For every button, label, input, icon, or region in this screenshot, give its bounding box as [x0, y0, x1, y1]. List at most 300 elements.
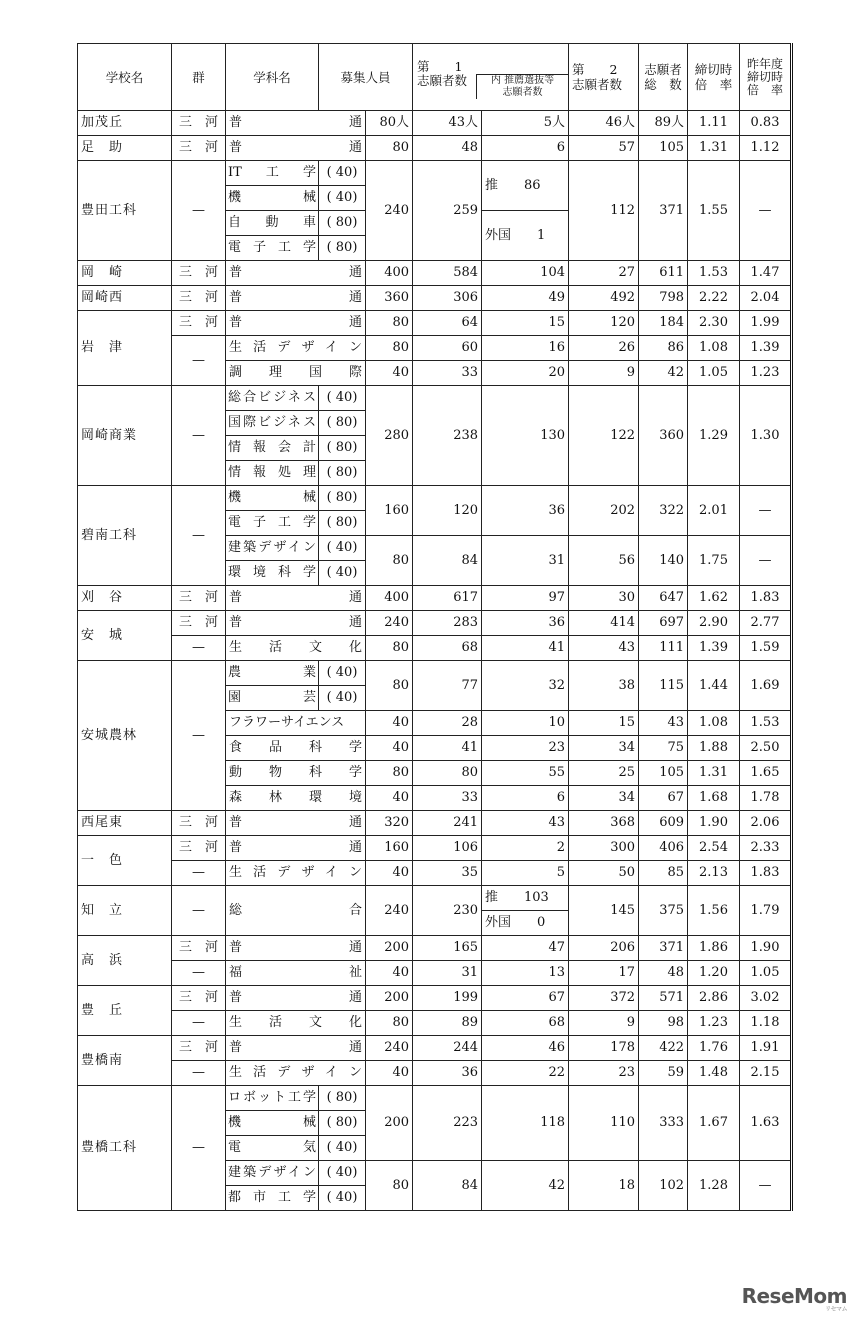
total-count: 85: [639, 861, 688, 886]
school-name: 豊橋工科: [78, 1086, 172, 1211]
first-count: 84: [413, 536, 482, 586]
second-count: 9: [569, 361, 639, 386]
recommended-count: 16: [482, 336, 569, 361]
total-count: 115: [639, 661, 688, 711]
header-ratio-line2: 倍 率: [694, 77, 733, 92]
total-count: 798: [639, 286, 688, 311]
dept-with-sub: [226, 1186, 319, 1211]
quota-value: 80: [366, 761, 413, 786]
table-row: [78, 161, 792, 186]
quota-value: 80: [366, 661, 413, 711]
recommended-count: 104: [482, 261, 569, 286]
last-year-ratio: 2.77: [740, 611, 792, 636]
last-year-ratio: 1.69: [740, 661, 792, 711]
quota-value: 80: [366, 1011, 413, 1036]
dept-name: フラワーサイエンス: [226, 711, 366, 736]
group: —: [172, 1011, 226, 1036]
recommended-count: 10: [482, 711, 569, 736]
ratio-value: 1.39: [688, 636, 740, 661]
header-group: 群: [172, 44, 226, 111]
first-count: 241: [413, 811, 482, 836]
dept-with-sub: [226, 1111, 319, 1136]
group: —: [172, 886, 226, 936]
dept-with-sub: [226, 186, 319, 211]
ratio-value: 1.68: [688, 786, 740, 811]
dept-name: 建築デザイン: [228, 1165, 316, 1180]
last-year-ratio: 1.23: [740, 361, 792, 386]
first-count: 244: [413, 1036, 482, 1061]
dept-with-sub: [226, 1086, 319, 1111]
second-count: 492: [569, 286, 639, 311]
last-year-ratio: 2.15: [740, 1061, 792, 1086]
ratio-value: 1.76: [688, 1036, 740, 1061]
ratio-value: 2.01: [688, 486, 740, 536]
dept-name: 自 動 車: [228, 215, 316, 230]
second-count: 23: [569, 1061, 639, 1086]
dept-name: 普 通: [226, 311, 366, 336]
dept-with-sub: [226, 486, 319, 511]
first-count: 28: [413, 711, 482, 736]
first-count: 43人: [413, 111, 482, 136]
school-name: 安城農林: [78, 661, 172, 811]
recommended-count: 46: [482, 1036, 569, 1061]
table-row: [78, 286, 792, 311]
group: —: [172, 636, 226, 661]
ratio-value: 2.54: [688, 836, 740, 861]
dept-name: 農 業: [228, 665, 316, 680]
foreign-count: 外国 0: [482, 911, 569, 936]
quota-value: 400: [366, 586, 413, 611]
group: 三 河: [172, 986, 226, 1011]
header-first: [413, 44, 569, 111]
second-count: 368: [569, 811, 639, 836]
first-count: 77: [413, 661, 482, 711]
last-year-ratio: 1.90: [740, 936, 792, 961]
first-count: 31: [413, 961, 482, 986]
header-school: 学校名: [78, 44, 172, 111]
quota-value: 80人: [366, 111, 413, 136]
recommended-count: 68: [482, 1011, 569, 1036]
total-count: 360: [639, 386, 688, 486]
second-count: 34: [569, 736, 639, 761]
last-year-ratio: —: [740, 1161, 792, 1211]
table-row: [78, 136, 792, 161]
dept-name: 機 械: [228, 190, 316, 205]
table-row: [78, 386, 792, 411]
group: 三 河: [172, 811, 226, 836]
group: —: [172, 386, 226, 486]
recommended-count: 41: [482, 636, 569, 661]
header-dept: 学科名: [226, 44, 319, 111]
last-year-ratio: 1.83: [740, 861, 792, 886]
ratio-value: 2.86: [688, 986, 740, 1011]
dept-quota: ( 40): [319, 561, 366, 586]
table-row: [78, 986, 792, 1011]
dept-quota: ( 80): [319, 236, 366, 261]
dept-quota: ( 80): [319, 411, 366, 436]
quota-value: 40: [366, 861, 413, 886]
last-year-ratio: 1.79: [740, 886, 792, 936]
total-count: 697: [639, 611, 688, 636]
group: 三 河: [172, 111, 226, 136]
recommended-count: 42: [482, 1161, 569, 1211]
table-row: [78, 811, 792, 836]
quota-value: 240: [366, 1036, 413, 1061]
total-count: 375: [639, 886, 688, 936]
dept-name: 調 理 国 際: [226, 361, 366, 386]
recommended-count: 36: [482, 611, 569, 636]
table-row: [78, 311, 792, 336]
dept-quota: ( 40): [319, 536, 366, 561]
dept-quota: ( 40): [319, 386, 366, 411]
dept-with-sub: [226, 211, 319, 236]
recommended-count: 47: [482, 936, 569, 961]
group: 三 河: [172, 936, 226, 961]
dept-name: 食 品 科 学: [226, 736, 366, 761]
school-name: 岩 津: [78, 311, 172, 386]
header-quota: 募集人員: [319, 44, 413, 111]
dept-name: ロボット工学: [228, 1090, 316, 1105]
school-name: 豊 丘: [78, 986, 172, 1036]
last-year-ratio: 2.06: [740, 811, 792, 836]
last-year-ratio: —: [740, 486, 792, 536]
first-count: 238: [413, 386, 482, 486]
second-count: 34: [569, 786, 639, 811]
second-count: 26: [569, 336, 639, 361]
first-count: 584: [413, 261, 482, 286]
foreign-count: 外国 1: [482, 211, 569, 261]
last-year-ratio: 2.33: [740, 836, 792, 861]
second-count: 122: [569, 386, 639, 486]
recommended-count: 15: [482, 311, 569, 336]
total-count: 86: [639, 336, 688, 361]
total-count: 111: [639, 636, 688, 661]
dept-quota: ( 80): [319, 436, 366, 461]
group: —: [172, 161, 226, 261]
group: 三 河: [172, 611, 226, 636]
first-count: 48: [413, 136, 482, 161]
dept-with-sub: [226, 436, 319, 461]
dept-quota: ( 40): [319, 1161, 366, 1186]
second-count: 300: [569, 836, 639, 861]
first-count: 68: [413, 636, 482, 661]
recommended-count: 6: [482, 786, 569, 811]
dept-name: 電 子 工 学: [228, 240, 316, 255]
total-count: 48: [639, 961, 688, 986]
ratio-value: 1.86: [688, 936, 740, 961]
last-year-ratio: 1.12: [740, 136, 792, 161]
dept-name: 機 械: [228, 1115, 316, 1130]
last-year-ratio: 0.83: [740, 111, 792, 136]
quota-value: 40: [366, 736, 413, 761]
dept-name: 電 子 工 学: [228, 515, 316, 530]
last-year-ratio: —: [740, 536, 792, 586]
quota-value: 40: [366, 361, 413, 386]
dept-quota: ( 40): [319, 661, 366, 686]
last-year-ratio: 1.91: [740, 1036, 792, 1061]
total-count: 98: [639, 1011, 688, 1036]
total-count: 105: [639, 136, 688, 161]
last-year-ratio: 1.59: [740, 636, 792, 661]
ratio-value: 2.22: [688, 286, 740, 311]
school-name: 一 色: [78, 836, 172, 886]
first-count: 283: [413, 611, 482, 636]
ratio-value: 1.31: [688, 136, 740, 161]
group: —: [172, 861, 226, 886]
dept-with-sub: [226, 536, 319, 561]
dept-name: 普 通: [226, 286, 366, 311]
table-row: [78, 1036, 792, 1061]
dept-name: 普 通: [226, 586, 366, 611]
dept-name: 電 気: [228, 1140, 316, 1155]
total-count: 184: [639, 311, 688, 336]
recommended-count: 22: [482, 1061, 569, 1086]
recommended-count: 2: [482, 836, 569, 861]
quota-value: 240: [366, 161, 413, 261]
header-last: [740, 44, 792, 111]
school-name: 西尾東: [78, 811, 172, 836]
last-year-ratio: 1.99: [740, 311, 792, 336]
dept-name: 生活デザイン: [226, 336, 366, 361]
ratio-value: 1.05: [688, 361, 740, 386]
first-count: 84: [413, 1161, 482, 1211]
second-count: 43: [569, 636, 639, 661]
group: —: [172, 661, 226, 811]
group: 三 河: [172, 586, 226, 611]
quota-value: 160: [366, 836, 413, 861]
dept-with-sub: [226, 561, 319, 586]
dept-name: 普 通: [226, 936, 366, 961]
school-name: 岡崎西: [78, 286, 172, 311]
recommended-count: 6: [482, 136, 569, 161]
last-year-ratio: 3.02: [740, 986, 792, 1011]
school-name: 碧南工科: [78, 486, 172, 586]
application-table: [77, 43, 793, 1211]
dept-name: 普 通: [226, 261, 366, 286]
dept-name: 生活デザイン: [226, 1061, 366, 1086]
header-total-line2: 総 数: [644, 77, 682, 92]
school-name: 岡 崎: [78, 261, 172, 286]
quota-value: 400: [366, 261, 413, 286]
ratio-value: 1.20: [688, 961, 740, 986]
recommended-count: 推 103: [482, 886, 569, 911]
dept-name: 普 通: [226, 1036, 366, 1061]
header-ratio-line1: 締切時: [694, 62, 733, 77]
dept-quota: ( 80): [319, 1111, 366, 1136]
header-row: [78, 44, 792, 111]
total-count: 102: [639, 1161, 688, 1211]
first-count: 230: [413, 886, 482, 936]
first-count: 33: [413, 361, 482, 386]
table-row: [78, 961, 792, 986]
first-count: 617: [413, 586, 482, 611]
group: —: [172, 1086, 226, 1211]
header-total-line1: 志願者: [644, 62, 682, 77]
quota-value: 200: [366, 1086, 413, 1161]
recommended-count: 13: [482, 961, 569, 986]
last-year-ratio: 1.78: [740, 786, 792, 811]
quota-value: 80: [366, 636, 413, 661]
ratio-value: 1.08: [688, 336, 740, 361]
dept-with-sub: [226, 411, 319, 436]
recommended-count: 5人: [482, 111, 569, 136]
last-year-ratio: 1.63: [740, 1086, 792, 1161]
table-row: [78, 1086, 792, 1111]
last-year-ratio: 1.65: [740, 761, 792, 786]
last-year-ratio: 1.05: [740, 961, 792, 986]
dept-name: 森 林 環 境: [226, 786, 366, 811]
dept-quota: ( 80): [319, 511, 366, 536]
dept-name: 総 合: [226, 886, 366, 936]
dept-name: 普 通: [226, 611, 366, 636]
table-row: [78, 661, 792, 686]
total-count: 89人: [639, 111, 688, 136]
dept-quota: ( 40): [319, 686, 366, 711]
header-second: [569, 44, 639, 111]
school-name: 足 助: [78, 136, 172, 161]
total-count: 43: [639, 711, 688, 736]
second-count: 110: [569, 1086, 639, 1161]
second-count: 27: [569, 261, 639, 286]
dept-with-sub: [226, 461, 319, 486]
last-year-ratio: 1.83: [740, 586, 792, 611]
ratio-value: 1.08: [688, 711, 740, 736]
dept-quota: ( 40): [319, 1136, 366, 1161]
recommended-count: 31: [482, 536, 569, 586]
quota-value: 80: [366, 1161, 413, 1211]
dept-with-sub: [226, 511, 319, 536]
school-name: 安 城: [78, 611, 172, 661]
dept-name: 機 械: [228, 490, 316, 505]
group: 三 河: [172, 136, 226, 161]
first-count: 33: [413, 786, 482, 811]
total-count: 333: [639, 1086, 688, 1161]
ratio-value: 1.75: [688, 536, 740, 586]
second-count: 145: [569, 886, 639, 936]
ratio-value: 1.11: [688, 111, 740, 136]
dept-name: 環 境 科 学: [228, 565, 316, 580]
first-count: 120: [413, 486, 482, 536]
group: —: [172, 961, 226, 986]
second-count: 202: [569, 486, 639, 536]
dept-with-sub: [226, 236, 319, 261]
quota-value: 80: [366, 336, 413, 361]
group: —: [172, 336, 226, 386]
dept-name: 総合ビジネス: [228, 390, 316, 405]
recommended-count: 32: [482, 661, 569, 711]
total-count: 59: [639, 1061, 688, 1086]
total-count: 406: [639, 836, 688, 861]
table-row: [78, 1061, 792, 1086]
dept-name: 情 報 会 計: [228, 440, 316, 455]
recommended-count: 97: [482, 586, 569, 611]
quota-value: 160: [366, 486, 413, 536]
dept-quota: ( 80): [319, 211, 366, 236]
ratio-value: 1.55: [688, 161, 740, 261]
dept-name: 生 活 文 化: [226, 1011, 366, 1036]
header-rec-line1: 内 推薦選抜等: [490, 74, 555, 86]
quota-value: 360: [366, 286, 413, 311]
school-name: 岡崎商業: [78, 386, 172, 486]
recommended-count: 118: [482, 1086, 569, 1161]
dept-name: 生活デザイン: [226, 861, 366, 886]
school-name: 加茂丘: [78, 111, 172, 136]
recommended-count: 67: [482, 986, 569, 1011]
total-count: 611: [639, 261, 688, 286]
dept-quota: ( 80): [319, 461, 366, 486]
header-total: [639, 44, 688, 111]
ratio-value: 1.28: [688, 1161, 740, 1211]
group: —: [172, 486, 226, 586]
table-row: [78, 861, 792, 886]
resemom-logo: [742, 1284, 847, 1313]
quota-value: 280: [366, 386, 413, 486]
dept-quota: ( 80): [319, 486, 366, 511]
last-year-ratio: 1.30: [740, 386, 792, 486]
group: 三 河: [172, 286, 226, 311]
group: 三 河: [172, 261, 226, 286]
ratio-value: 1.29: [688, 386, 740, 486]
table-row: [78, 111, 792, 136]
ratio-value: 1.62: [688, 586, 740, 611]
ratio-value: 1.44: [688, 661, 740, 711]
second-count: 25: [569, 761, 639, 786]
dept-with-sub: [226, 661, 319, 686]
table-row: [78, 1011, 792, 1036]
dept-name: 建築デザイン: [228, 540, 316, 555]
header-last-line2: 締切時: [747, 69, 784, 84]
dept-quota: ( 40): [319, 1186, 366, 1211]
second-count: 18: [569, 1161, 639, 1211]
ratio-value: 1.67: [688, 1086, 740, 1161]
dept-name: 国際ビジネス: [228, 415, 316, 430]
ratio-value: 1.88: [688, 736, 740, 761]
recommended-count: 49: [482, 286, 569, 311]
dept-quota: ( 40): [319, 161, 366, 186]
quota-value: 40: [366, 786, 413, 811]
dept-name: IT 工 学: [228, 165, 316, 180]
first-count: 259: [413, 161, 482, 261]
dept-with-sub: [226, 1161, 319, 1186]
second-count: 38: [569, 661, 639, 711]
header-first-line1: 第 1: [417, 58, 463, 74]
recommended-count: 5: [482, 861, 569, 886]
logo-text: ReseMom: [741, 1284, 847, 1308]
quota-value: 200: [366, 936, 413, 961]
school-name: 知 立: [78, 886, 172, 936]
dept-quota: ( 80): [319, 1086, 366, 1111]
table-row: [78, 336, 792, 361]
dept-name: 普 通: [226, 986, 366, 1011]
second-count: 56: [569, 536, 639, 586]
quota-value: 80: [366, 311, 413, 336]
dept-name: 普 通: [226, 136, 366, 161]
ratio-value: 2.30: [688, 311, 740, 336]
group: 三 河: [172, 1036, 226, 1061]
total-count: 75: [639, 736, 688, 761]
recommended-count: 55: [482, 761, 569, 786]
header-rec-line2: 志願者数: [502, 86, 543, 98]
quota-value: 40: [366, 961, 413, 986]
recommended-count: 36: [482, 486, 569, 536]
quota-value: 240: [366, 611, 413, 636]
quota-value: 200: [366, 986, 413, 1011]
second-count: 50: [569, 861, 639, 886]
dept-name: 園 芸: [228, 690, 316, 705]
dept-with-sub: [226, 686, 319, 711]
total-count: 105: [639, 761, 688, 786]
ratio-value: 1.31: [688, 761, 740, 786]
